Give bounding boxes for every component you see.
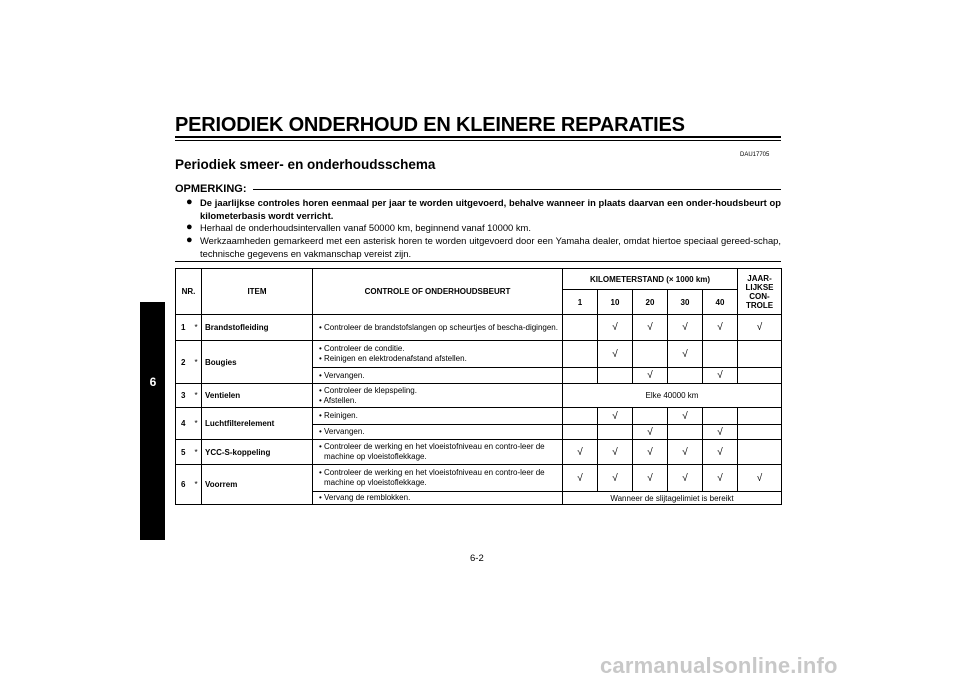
control-text: Reinigen. — [324, 411, 358, 420]
control-cell — [313, 315, 563, 341]
empty-cell — [738, 408, 782, 425]
control-line — [319, 386, 562, 396]
note-bullet-3 — [187, 234, 781, 260]
note-bullet-text: Herhaal de onderhoudsintervallen vanaf 50000 km, beginnend vanaf 10000 km. — [200, 222, 531, 233]
note-heading-rule — [253, 189, 781, 190]
control-line — [319, 442, 562, 462]
bullet-dot-icon: • — [319, 411, 325, 420]
dealer-asterisk: * — [194, 440, 202, 465]
table-row — [176, 341, 782, 368]
check-mark: √ — [738, 465, 782, 492]
check-mark: √ — [738, 315, 782, 341]
header-km: 10 — [598, 290, 633, 315]
check-mark: √ — [703, 315, 738, 341]
note-bullet-1 — [187, 196, 781, 222]
control-cell — [313, 341, 563, 368]
control-text: Reinigen en elektrodenafstand afstellen. — [324, 354, 467, 363]
section-title: Periodiek smeer- en onderhoudsschema — [175, 157, 436, 172]
watermark: carmanualsonline.info — [600, 653, 838, 678]
empty-cell — [633, 408, 668, 425]
check-mark: √ — [703, 425, 738, 440]
table-row — [176, 440, 782, 465]
bullet-dot-icon: • — [319, 427, 325, 436]
check-mark: √ — [598, 440, 633, 465]
dealer-asterisk: * — [194, 408, 202, 440]
control-text: Afstellen. — [323, 395, 357, 405]
control-text: Vervangen. — [324, 370, 365, 380]
check-mark: √ — [598, 408, 633, 425]
header-item: ITEM — [202, 269, 313, 315]
empty-cell — [703, 408, 738, 425]
header-km: 1 — [563, 290, 598, 315]
table-row — [176, 315, 782, 341]
item-name: Brandstofleiding — [202, 315, 313, 341]
note-heading: OPMERKING: — [175, 183, 247, 195]
check-mark: √ — [598, 315, 633, 341]
dealer-asterisk: * — [194, 315, 202, 341]
row-number: 4 — [176, 408, 194, 440]
header-nr: NR. — [176, 269, 202, 315]
row-number: 5 — [176, 440, 194, 465]
header-annual: JAAR-LIJKSE CON-TROLE — [738, 269, 782, 315]
note-bullet-2 — [187, 221, 781, 234]
item-name: Luchtfilterelement — [202, 408, 313, 440]
bullet-dot-icon: ● — [186, 234, 193, 246]
chapter-tab-number: 6 — [149, 375, 157, 389]
note-bullet-text: De jaarlijkse controles horen eenmaal per jaar te worden uitgevoerd, behalve wanneer in plaats daarvan een onder-houdsbeurt op kilometerbasis wordt verricht. — [200, 197, 781, 221]
control-cell — [313, 440, 563, 465]
chapter-tab — [140, 302, 165, 540]
empty-cell — [738, 425, 782, 440]
empty-cell — [598, 368, 633, 384]
interval-note: Wanneer de slijtagelimiet is bereikt — [563, 492, 782, 505]
control-text: Controleer de klepspeling. — [324, 385, 417, 395]
empty-cell — [563, 341, 598, 368]
chapter-title: PERIODIEK ONDERHOUD EN KLEINERE REPARATIES — [175, 114, 685, 136]
check-mark: √ — [703, 440, 738, 465]
bullet-dot-icon: • — [319, 385, 325, 395]
control-line — [319, 493, 562, 503]
check-mark: √ — [633, 440, 668, 465]
empty-cell — [598, 425, 633, 440]
empty-cell — [563, 408, 598, 425]
check-mark: √ — [563, 465, 598, 492]
row-number: 6 — [176, 465, 194, 505]
control-cell — [313, 465, 563, 492]
empty-cell — [668, 425, 703, 440]
control-cell — [313, 368, 563, 384]
control-line — [319, 371, 562, 381]
check-mark: √ — [598, 465, 633, 492]
check-mark: √ — [563, 440, 598, 465]
item-name: Ventielen — [202, 384, 313, 408]
bullet-dot-icon: • — [319, 493, 325, 502]
item-name: Bougies — [202, 341, 313, 384]
control-text: Controleer de werking en het vloeistofniveau en contro-leer de machine op vloeistoflekkage. — [324, 468, 545, 487]
bullet-dot-icon: • — [319, 322, 325, 332]
check-mark: √ — [633, 368, 668, 384]
check-mark: √ — [668, 440, 703, 465]
check-mark: √ — [703, 368, 738, 384]
control-cell — [313, 384, 563, 408]
bullet-dot-icon: • — [319, 468, 325, 477]
check-mark: √ — [703, 465, 738, 492]
control-text: Vervang de remblokken. — [324, 493, 411, 502]
bullet-dot-icon: • — [319, 344, 325, 353]
control-line — [319, 354, 562, 364]
empty-cell — [738, 368, 782, 384]
control-line — [319, 344, 562, 354]
check-mark: √ — [668, 315, 703, 341]
bullet-dot-icon: • — [319, 354, 325, 363]
control-cell — [313, 425, 563, 440]
row-number: 1 — [176, 315, 194, 341]
header-km: 40 — [703, 290, 738, 315]
bullet-dot-icon: • — [319, 442, 325, 451]
header-km: 30 — [668, 290, 703, 315]
empty-cell — [563, 315, 598, 341]
check-mark: √ — [668, 465, 703, 492]
check-mark: √ — [633, 425, 668, 440]
header-km-group: KILOMETERSTAND (× 1000 km) — [563, 269, 738, 290]
note-bottom-rule — [175, 261, 781, 262]
header-control: CONTROLE OF ONDERHOUDSBEURT — [313, 269, 563, 315]
maintenance-schedule-table — [175, 268, 782, 505]
control-text: Controleer de brandstofslangen op scheurtjes of bescha-digingen. — [324, 322, 558, 332]
empty-cell — [738, 440, 782, 465]
empty-cell — [563, 425, 598, 440]
empty-cell — [668, 368, 703, 384]
page-number: 6-2 — [470, 553, 484, 564]
dealer-asterisk: * — [194, 465, 202, 505]
bullet-dot-icon: ● — [186, 221, 193, 233]
title-rule-thin — [175, 140, 781, 141]
item-name: YCC-S-koppeling — [202, 440, 313, 465]
check-mark: √ — [598, 341, 633, 368]
check-mark: √ — [668, 341, 703, 368]
doc-code: DAU17705 — [740, 152, 770, 158]
control-text: Controleer de werking en het vloeistofniveau en contro-leer de machine op vloeistoflekkage. — [324, 442, 545, 461]
header-km: 20 — [633, 290, 668, 315]
control-line — [319, 323, 562, 333]
table-row — [176, 384, 782, 408]
table-row — [176, 408, 782, 425]
note-bullet-text: Werkzaamheden gemarkeerd met een asterisk horen te worden uitgevoerd door een Yamaha dealer, omdat hiertoe speciaal gereed-schap, technische gegevens en vakmanschap vereist zijn. — [200, 235, 781, 259]
empty-cell — [633, 341, 668, 368]
bullet-dot-icon: • — [319, 395, 324, 405]
interval-note: Elke 40000 km — [563, 384, 782, 408]
control-cell — [313, 408, 563, 425]
control-line — [319, 468, 562, 488]
table-header-row — [176, 269, 782, 290]
empty-cell — [563, 368, 598, 384]
empty-cell — [738, 341, 782, 368]
check-mark: √ — [633, 315, 668, 341]
dealer-asterisk: * — [194, 341, 202, 384]
row-number: 2 — [176, 341, 194, 384]
control-text: Controleer de conditie. — [324, 344, 405, 353]
row-number: 3 — [176, 384, 194, 408]
title-rule-thick — [175, 136, 781, 138]
check-mark: √ — [668, 408, 703, 425]
control-line — [319, 411, 562, 421]
table-row — [176, 465, 782, 492]
bullet-dot-icon: • — [319, 370, 325, 380]
table-body — [176, 315, 782, 505]
bullet-dot-icon: ● — [186, 196, 193, 208]
control-cell — [313, 492, 563, 505]
check-mark: √ — [633, 465, 668, 492]
control-text: Vervangen. — [324, 427, 365, 436]
item-name: Voorrem — [202, 465, 313, 505]
control-line — [319, 427, 562, 437]
control-line — [319, 396, 562, 406]
dealer-asterisk: * — [194, 384, 202, 408]
empty-cell — [703, 341, 738, 368]
